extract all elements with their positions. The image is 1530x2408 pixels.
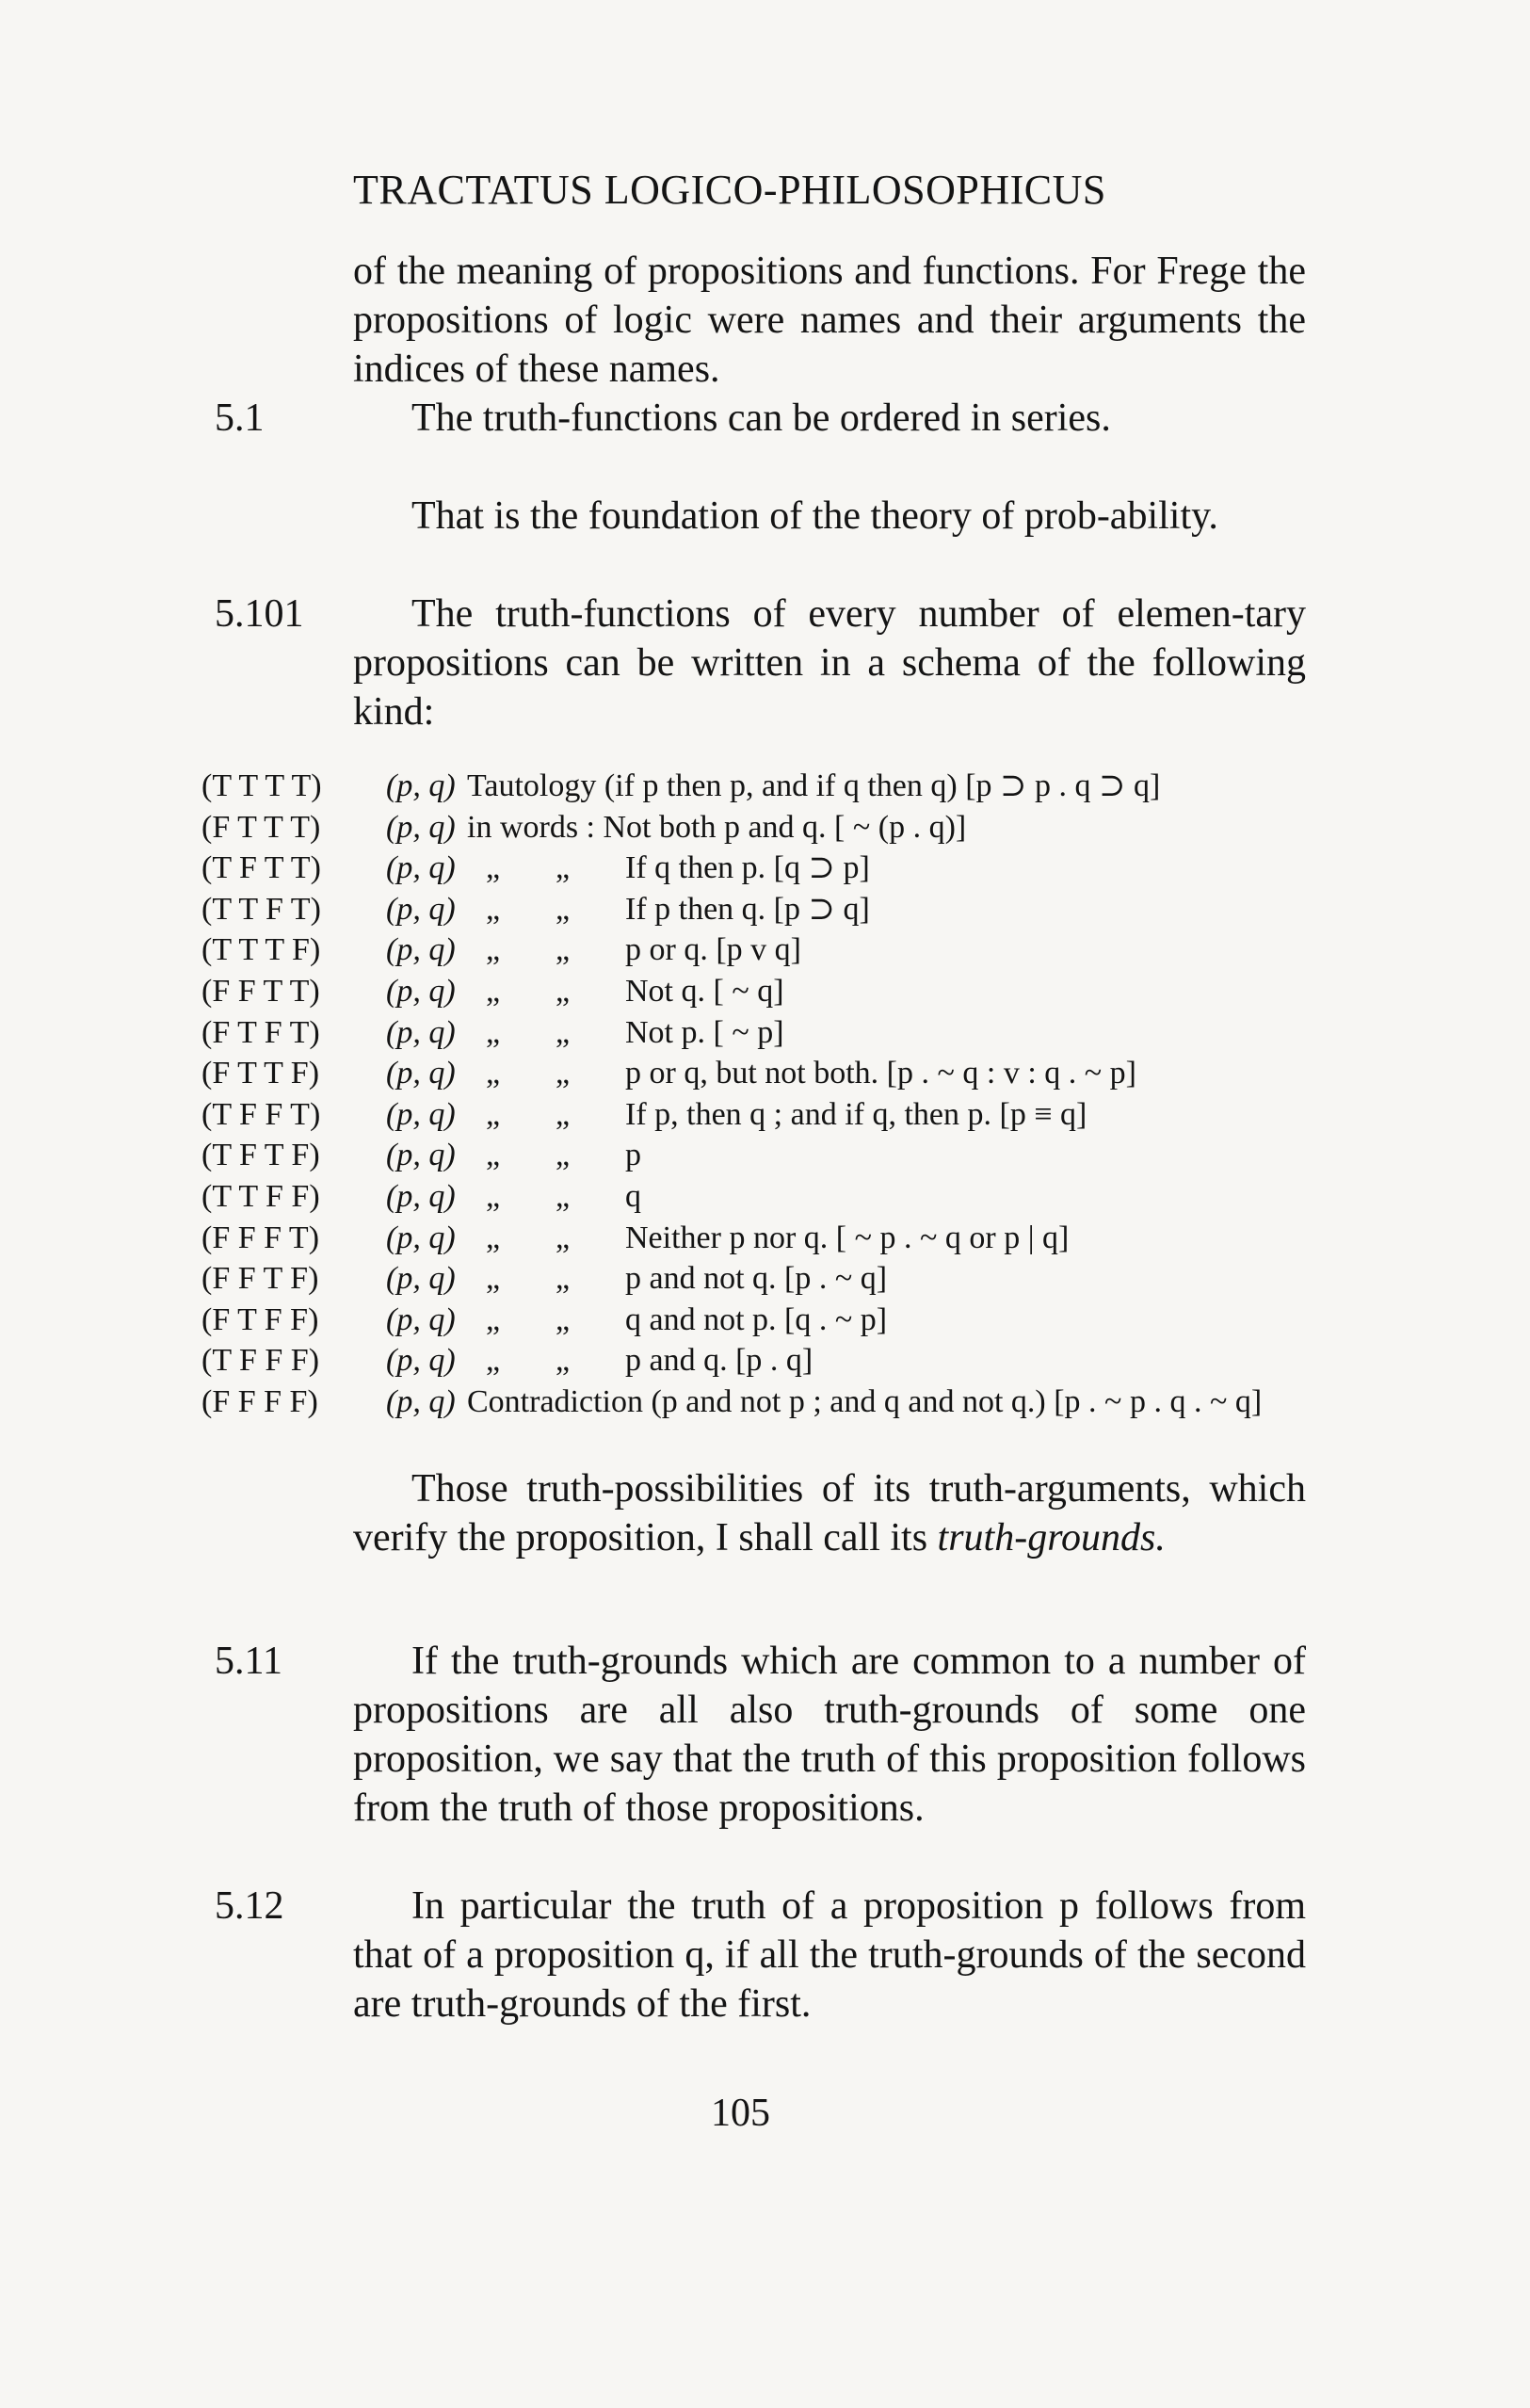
ditto-mark: „ <box>486 891 501 927</box>
arguments: (p, q) <box>386 809 456 845</box>
arguments: (p, q) <box>386 1343 456 1379</box>
arguments: (p, q) <box>386 768 456 803</box>
ditto-mark: „ <box>486 850 501 886</box>
ditto-mark: „ <box>486 1056 501 1091</box>
truth-values: (T T F F) <box>201 1178 320 1214</box>
truth-values: (F F F F) <box>201 1383 318 1419</box>
paragraph-5-1-b: That is the foundation of the theory of prob-ability. <box>411 494 1218 538</box>
row-description: p <box>625 1138 641 1173</box>
schema-row <box>201 1135 1331 1176</box>
paragraph-truth-grounds <box>353 1464 1306 1562</box>
ditto-mark: „ <box>556 1261 571 1297</box>
ditto-mark: „ <box>556 1178 571 1214</box>
arguments: (p, q) <box>386 891 456 927</box>
truth-values: (T T T T) <box>201 768 322 803</box>
running-title: TRACTATUS LOGICO-PHILOSOPHICUS <box>353 167 1106 213</box>
schema-row <box>201 889 1331 930</box>
ditto-mark: „ <box>486 1343 501 1379</box>
truth-values: (F T F F) <box>201 1301 319 1337</box>
ditto-mark: „ <box>486 1178 501 1214</box>
ditto-mark: „ <box>486 1261 501 1297</box>
ditto-mark: „ <box>556 973 571 1009</box>
schema-row <box>201 766 1331 807</box>
ditto-mark: „ <box>556 1014 571 1050</box>
row-description: p or q. [p v q] <box>625 932 801 968</box>
schema-row <box>201 1176 1331 1218</box>
row-description: Tautology (if p then p, and if q then q) [p ⊃ p . q ⊃ q] <box>467 768 1161 803</box>
ditto-mark: „ <box>486 1301 501 1337</box>
schema-row <box>201 1218 1331 1259</box>
truth-values: (T T F T) <box>201 891 321 927</box>
arguments: (p, q) <box>386 1220 456 1255</box>
arguments: (p, q) <box>386 1014 456 1050</box>
row-description: q <box>625 1178 641 1214</box>
schema-row <box>201 929 1331 971</box>
row-description: p and not q. [p . ~ q] <box>625 1261 888 1297</box>
ditto-mark: „ <box>556 850 571 886</box>
schema-row <box>201 1053 1331 1094</box>
paragraph-5-11: If the truth-grounds which are common to a number of propositions are all also truth-grounds of some one proposition, we say that the truth of this proposition follows from the truth of those propositions. <box>353 1640 1306 1830</box>
truth-grounds-term: truth-grounds. <box>937 1516 1166 1560</box>
schema-row <box>201 1012 1331 1054</box>
row-description: q and not p. [q . ~ p] <box>625 1301 888 1337</box>
schema-row <box>201 807 1331 848</box>
schema-row <box>201 848 1331 889</box>
paragraph-5-1-a: The truth-functions can be ordered in series. <box>411 396 1111 440</box>
ditto-mark: „ <box>556 1343 571 1379</box>
schema-row <box>201 1258 1331 1300</box>
row-description: Not q. [ ~ q] <box>625 973 784 1009</box>
schema-row <box>201 1094 1331 1136</box>
ditto-mark: „ <box>486 1096 501 1132</box>
truth-values: (T F T F) <box>201 1138 320 1173</box>
truth-values: (F T T T) <box>201 809 321 845</box>
arguments: (p, q) <box>386 1138 456 1173</box>
section-number-5-101: 5.101 <box>215 592 304 636</box>
arguments: (p, q) <box>386 1096 456 1132</box>
schema-row <box>201 1300 1331 1341</box>
truth-values: (F F T F) <box>201 1261 319 1297</box>
section-number-5-1: 5.1 <box>215 396 265 440</box>
section-number-5-12: 5.12 <box>215 1884 284 1928</box>
row-description: Neither p nor q. [ ~ p . ~ q or p | q] <box>625 1220 1070 1255</box>
arguments: (p, q) <box>386 1261 456 1297</box>
truth-values: (T F F F) <box>201 1343 320 1379</box>
truth-values: (T F F T) <box>201 1096 321 1132</box>
ditto-mark: „ <box>556 1138 571 1173</box>
arguments: (p, q) <box>386 1383 456 1419</box>
arguments: (p, q) <box>386 1056 456 1091</box>
ditto-mark: „ <box>486 1014 501 1050</box>
ditto-mark: „ <box>486 1138 501 1173</box>
arguments: (p, q) <box>386 850 456 886</box>
ditto-mark: „ <box>486 1220 501 1255</box>
truth-values: (T T T F) <box>201 932 321 968</box>
schema-row <box>201 971 1331 1012</box>
truth-values: (F F T T) <box>201 973 320 1009</box>
paragraph-continuation: of the meaning of propositions and functions. For Frege the propositions of logic were names and their arguments the indices of these names. <box>353 250 1306 391</box>
section-number-5-11: 5.11 <box>215 1640 282 1683</box>
row-description: If p then q. [p ⊃ q] <box>625 891 870 927</box>
ditto-mark: „ <box>556 1301 571 1337</box>
ditto-mark: „ <box>556 1220 571 1255</box>
schema-row <box>201 1382 1331 1423</box>
truth-values: (F T T F) <box>201 1056 320 1091</box>
ditto-mark: „ <box>556 1056 571 1091</box>
ditto-mark: „ <box>486 932 501 968</box>
ditto-mark: „ <box>556 1096 571 1132</box>
row-description: p and q. [p . q] <box>625 1343 813 1379</box>
ditto-mark: „ <box>556 891 571 927</box>
row-description: p or q, but not both. [p . ~ q : v : q . ~ p] <box>625 1056 1136 1091</box>
row-description: If p, then q ; and if q, then p. [p ≡ q] <box>625 1096 1087 1132</box>
ditto-mark: „ <box>556 932 571 968</box>
page-number: 105 <box>711 2092 770 2135</box>
ditto-mark: „ <box>486 973 501 1009</box>
row-description: If q then p. [q ⊃ p] <box>625 850 870 886</box>
truth-values: (F F F T) <box>201 1220 320 1255</box>
truth-grounds-text: Those truth-possibilities of its truth-arguments, which verify the proposition, I shall call its <box>353 1467 1306 1560</box>
arguments: (p, q) <box>386 932 456 968</box>
schema-row <box>201 1340 1331 1382</box>
paragraph-5-101: The truth-functions of every number of elemen-tary propositions can be written in a schema of the following kind: <box>353 592 1306 734</box>
truth-values: (T F T T) <box>201 850 321 886</box>
truth-function-schema <box>201 766 1331 1423</box>
row-description: Contradiction (p and not p ; and q and not q.) [p . ~ p . q . ~ q] <box>467 1383 1263 1419</box>
row-description: in words : Not both p and q. [ ~ (p . q)] <box>467 809 967 845</box>
paragraph-5-12: In particular the truth of a proposition p follows from that of a proposition q, if all the truth-grounds of the second are truth-grounds of the first. <box>353 1884 1306 2026</box>
arguments: (p, q) <box>386 1178 456 1214</box>
truth-values: (F T F T) <box>201 1014 320 1050</box>
row-description: Not p. [ ~ p] <box>625 1014 784 1050</box>
arguments: (p, q) <box>386 1301 456 1337</box>
arguments: (p, q) <box>386 973 456 1009</box>
